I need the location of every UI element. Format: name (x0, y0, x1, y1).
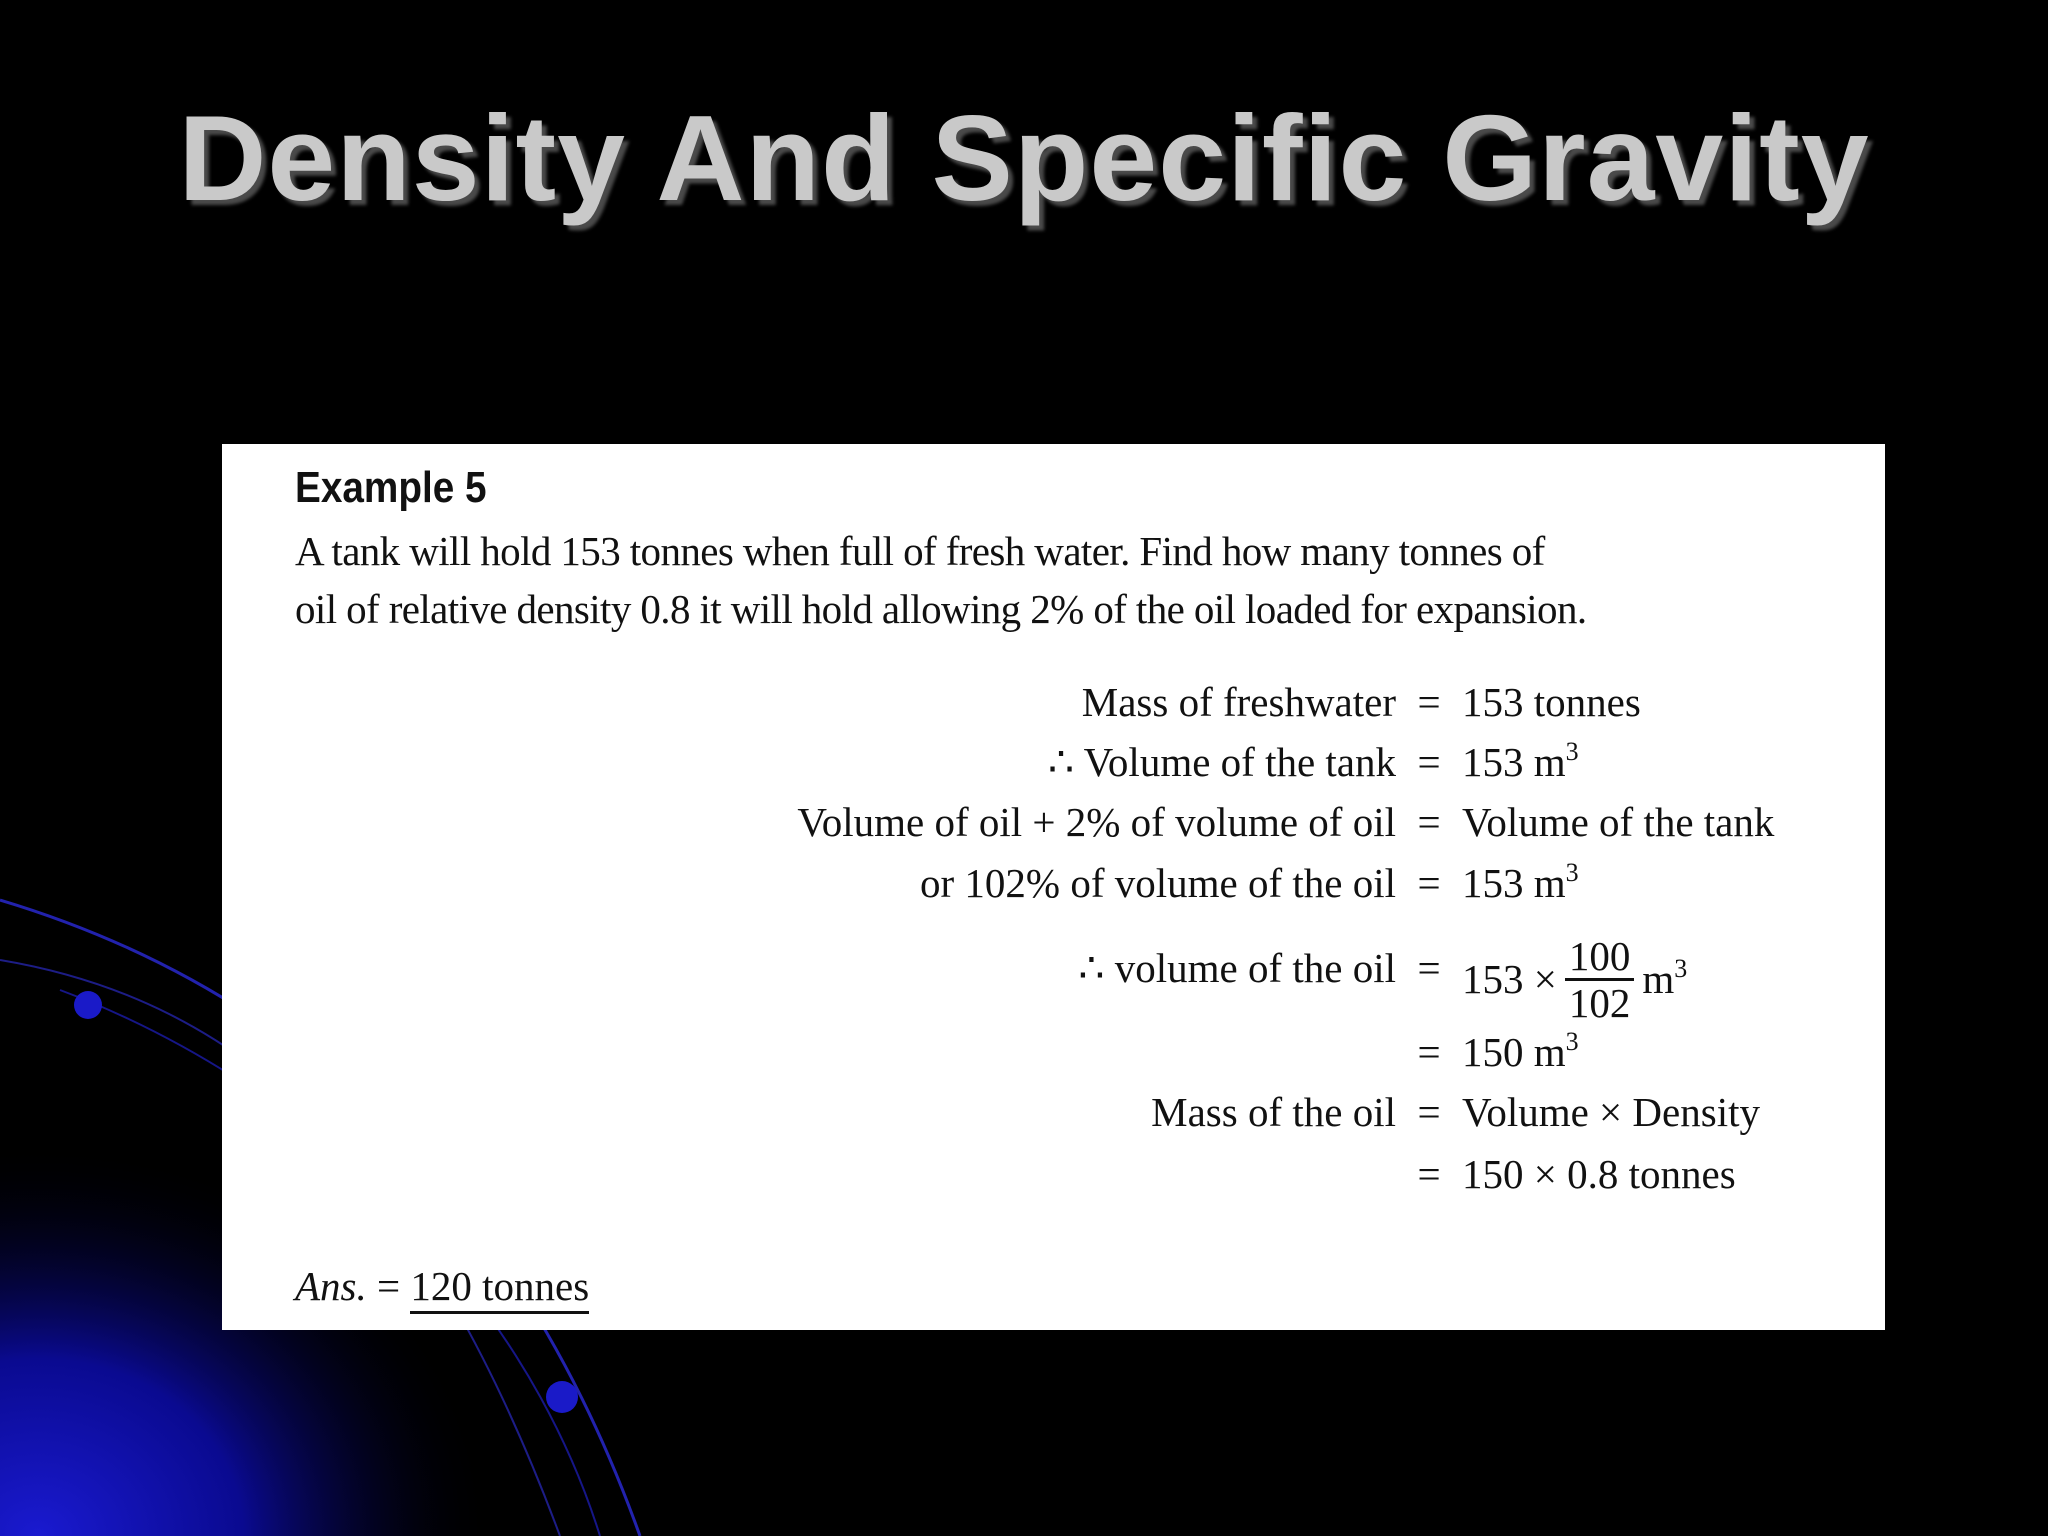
solution-step (222, 853, 1885, 913)
step-rhs-text: 153 m (1462, 739, 1566, 785)
step-rhs: 153 tonnes (1462, 679, 1641, 725)
solution-step (222, 1022, 1885, 1082)
solution-step (222, 933, 1885, 1026)
step-rhs-text: 153 m (1462, 860, 1566, 906)
step-lhs: Mass of the oil (1151, 1089, 1396, 1135)
problem-line: oil of relative density 0.8 it will hold allowing 2% of the oil loaded for expansion. (295, 586, 1587, 632)
equals-sign: = (1417, 799, 1441, 845)
step-rhs-unit: m (1642, 955, 1675, 1002)
example-card (222, 444, 1885, 1330)
equals-sign: = (1417, 679, 1441, 725)
superscript: 3 (1565, 1027, 1579, 1056)
equals-sign: = (1417, 739, 1441, 785)
equals-sign: = (1417, 860, 1441, 906)
step-rhs (1462, 1022, 1579, 1082)
example-heading: Example 5 (295, 463, 487, 512)
step-lhs: or 102% of volume of the oil (920, 860, 1396, 906)
step-rhs: Volume × Density (1462, 1089, 1760, 1135)
answer-label: Ans. (295, 1263, 367, 1309)
superscript: 3 (1565, 737, 1579, 766)
equals-sign: = (1417, 1089, 1441, 1135)
step-rhs-text: 150 m (1462, 1029, 1566, 1075)
solution-step (222, 1082, 1885, 1142)
step-lhs: ∴ volume of the oil (1078, 945, 1396, 991)
step-rhs (1462, 933, 1688, 1029)
fraction-denominator: 102 (1568, 980, 1631, 1026)
step-rhs: 150 × 0.8 tonnes (1462, 1151, 1736, 1197)
step-lhs: Mass of freshwater (1081, 679, 1396, 725)
solution-step (222, 672, 1885, 732)
superscript: 3 (1674, 953, 1688, 983)
slide-title: Density And Specific Gravity (178, 90, 1870, 226)
problem-line: A tank will hold 153 tonnes when full of fresh water. Find how many tonnes of (295, 528, 1545, 574)
step-rhs (1462, 853, 1579, 913)
step-rhs: Volume of the tank (1462, 799, 1775, 845)
fraction (1565, 934, 1635, 1025)
step-rhs (1462, 732, 1579, 792)
equals-sign: = (377, 1263, 401, 1309)
superscript: 3 (1565, 858, 1579, 887)
problem-statement (295, 522, 1855, 638)
step-lhs: ∴ Volume of the tank (1048, 739, 1396, 785)
equals-sign: = (1417, 1029, 1441, 1075)
answer-value: 120 tonnes (410, 1263, 589, 1314)
solution-step (222, 792, 1885, 852)
equals-sign: = (1417, 945, 1441, 991)
step-lhs: Volume of oil + 2% of volume of oil (797, 799, 1396, 845)
solution-step (222, 1144, 1885, 1204)
final-answer (295, 1256, 589, 1316)
solution-step (222, 732, 1885, 792)
step-rhs-text: 153 × (1462, 955, 1557, 1002)
equals-sign: = (1417, 1151, 1441, 1197)
fraction-numerator: 100 (1565, 934, 1635, 981)
